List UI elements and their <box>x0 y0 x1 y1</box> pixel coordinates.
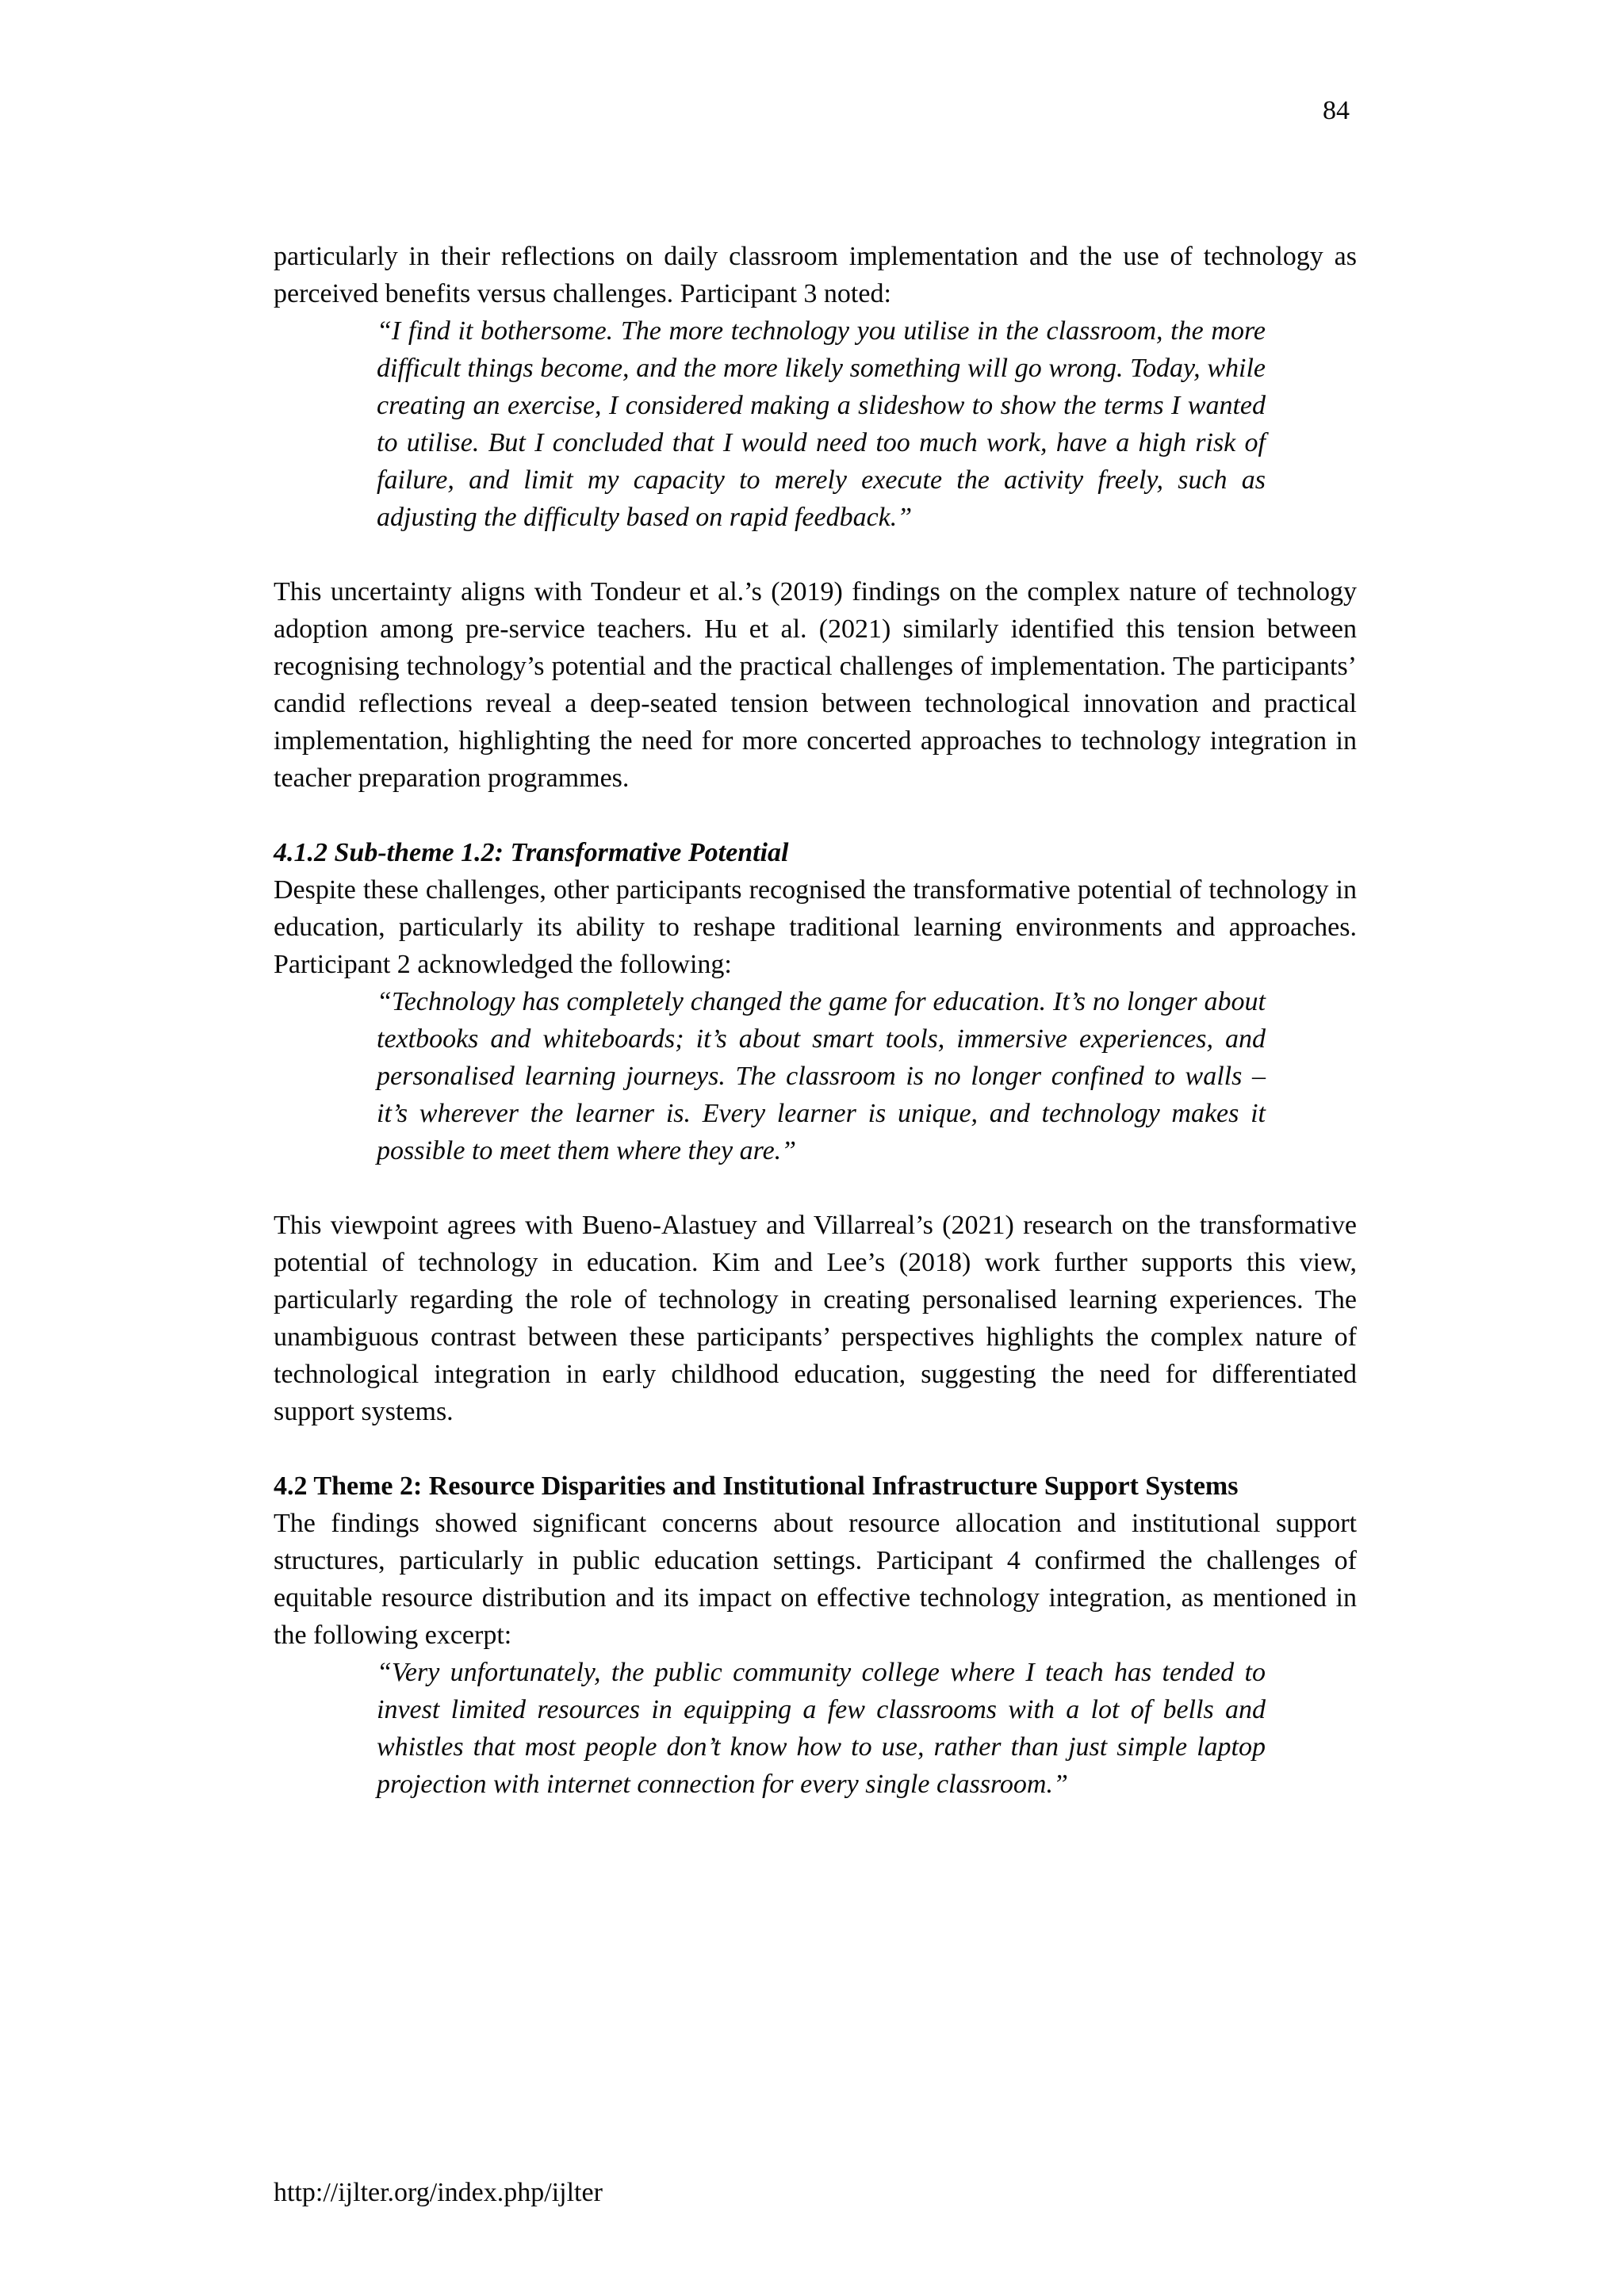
blockquote-participant4: “Very unfortunately, the public community college where I teach has tended to invest limited resources in equipping a few classrooms with a lot of bells and whistles that most people don’t know how to use, rather than just simple laptop projection with internet connection for every single classroom.” <box>377 1658 1266 1799</box>
blockquote-participant2: “Technology has completely changed the game for education. It’s no longer about textbooks and whiteboards; it’s about smart tools, immersive experiences, and personalised learning journeys. The classroom is no longer confined to walls – it’s wherever the learner is. Every learner is unique, and technology makes it possible to meet them where they are.” <box>377 987 1266 1165</box>
heading-sub-theme-1-2-transformative-potential: 4.1.2 Sub-theme 1.2: Transformative Potential <box>274 838 789 867</box>
footer-journal-url: http://ijlter.org/index.php/ijlter <box>274 2178 603 2207</box>
page-number: 84 <box>1323 96 1350 125</box>
paragraph-tondeur-findings: This uncertainty aligns with Tondeur et al.’s (2019) findings on the complex nature of technology adoption among pre-service teachers. Hu et al. (2021) similarly identified this tension between recognising technology’s potential and the practical challenges of implementation. The participants’ candid reflections reveal a deep-seated tension between technological innovation and practical implementation, highlighting the need for more concerted approaches to technology integration in teacher preparation programmes. <box>274 577 1357 793</box>
paragraph-intro: particularly in their reflections on daily classroom implementation and the use of technology as perceived benefits versus challenges. Participant 3 noted: <box>274 242 1357 308</box>
blockquote-participant3: “I find it bothersome. The more technology you utilise in the classroom, the more difficult things become, and the more likely something will go wrong. Today, while creating an exercise, I considered making a slideshow to show the terms I wanted to utilise. But I concluded that I would need too much work, have a high risk of failure, and limit my capacity to merely execute the activity freely, such as adjusting the difficulty based on rapid feedback.” <box>377 316 1266 532</box>
paragraph-viewpoint-agrees: This viewpoint agrees with Bueno-Alastuey and Villarreal’s (2021) research on the transformative potential of technology in education. Kim and Lee’s (2018) work further supports this view, particularly regarding the role of technology in creating personalised learning experiences. The unambiguous contrast between these participants’ perspectives highlights the complex nature of technological integration in early childhood education, suggesting the need for differentiated support systems. <box>274 1211 1357 1426</box>
page-content <box>274 238 1357 1803</box>
paragraph-despite-challenges: Despite these challenges, other participants recognised the transformative potential of technology in education, particularly its ability to reshape traditional learning environments and approaches. Participant 2 acknowledged the following: <box>274 875 1357 979</box>
paragraph-findings-showed: The findings showed significant concerns about resource allocation and institutional support structures, particularly in public education settings. Participant 4 confirmed the challenges of equitable resource distribution and its impact on effective technology integration, as mentioned in the following excerpt: <box>274 1509 1357 1650</box>
heading-theme-2-resource-disparities: 4.2 Theme 2: Resource Disparities and Institutional Infrastructure Support Systems <box>274 1471 1239 1501</box>
